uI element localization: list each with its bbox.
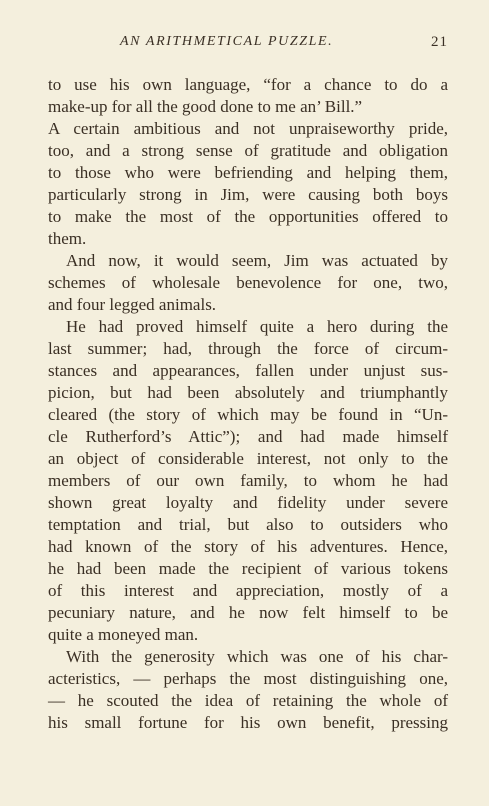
text-line: particularly strong in Jim, were causing both boys xyxy=(48,185,448,204)
text-line: too, and a strong sense of gratitude and obligation xyxy=(48,141,448,160)
text-line: his small fortune for his own benefit, pressing xyxy=(48,713,448,732)
text-line: last summer; had, through the force of circum- xyxy=(48,339,448,358)
text-line: to those who were befriending and helping them, xyxy=(48,163,448,182)
page-header xyxy=(120,34,448,54)
text-line: temptation and trial, but also to outsiders who xyxy=(48,515,448,534)
text-line: A certain ambitious and not unpraiseworthy pride, xyxy=(48,119,448,138)
text-line: make-up for all the good done to me an’ Bill.” xyxy=(48,97,363,116)
text-line: and four legged animals. xyxy=(48,295,217,314)
text-line: shown great loyalty and fidelity under severe xyxy=(48,493,448,512)
text-line: members of our own family, to whom he had xyxy=(48,471,448,490)
text-line: And now, it would seem, Jim was actuated by xyxy=(66,251,448,270)
text-line: had known of the story of his adventures. Hence, xyxy=(48,537,448,556)
text-line: to use his own language, “for a chance to do a xyxy=(48,75,448,94)
text-line: — he scouted the idea of retaining the whole of xyxy=(48,691,448,710)
text-line: quite a moneyed man. xyxy=(48,625,199,644)
text-line: With the generosity which was one of his char- xyxy=(66,647,448,666)
text-line: he had been made the recipient of various tokens xyxy=(48,559,448,578)
text-line: pecuniary nature, and he now felt himself to be xyxy=(48,603,448,622)
text-line: picion, but had been absolutely and triumphantly xyxy=(48,383,448,402)
page-number: 21 xyxy=(431,34,448,50)
text-line: them. xyxy=(48,229,87,248)
text-line: acteristics, — perhaps the most distinguishing one, xyxy=(48,669,448,688)
text-line: He had proved himself quite a hero during the xyxy=(66,317,448,336)
text-line: stances and appearances, fallen under unjust sus- xyxy=(48,361,448,380)
body-text xyxy=(48,74,448,734)
text-line: of this interest and appreciation, mostly of a xyxy=(48,581,448,600)
text-line: to make the most of the opportunities offered to xyxy=(48,207,448,226)
text-line: cle Rutherford’s Attic”); and had made himself xyxy=(48,427,448,446)
text-line: cleared (the story of which may be found in “Un- xyxy=(48,405,448,424)
text-line: an object of considerable interest, not only to the xyxy=(48,449,448,468)
text-line: schemes of wholesale benevolence for one, two, xyxy=(48,273,448,292)
running-title: AN ARITHMETICAL PUZZLE. xyxy=(120,34,334,49)
